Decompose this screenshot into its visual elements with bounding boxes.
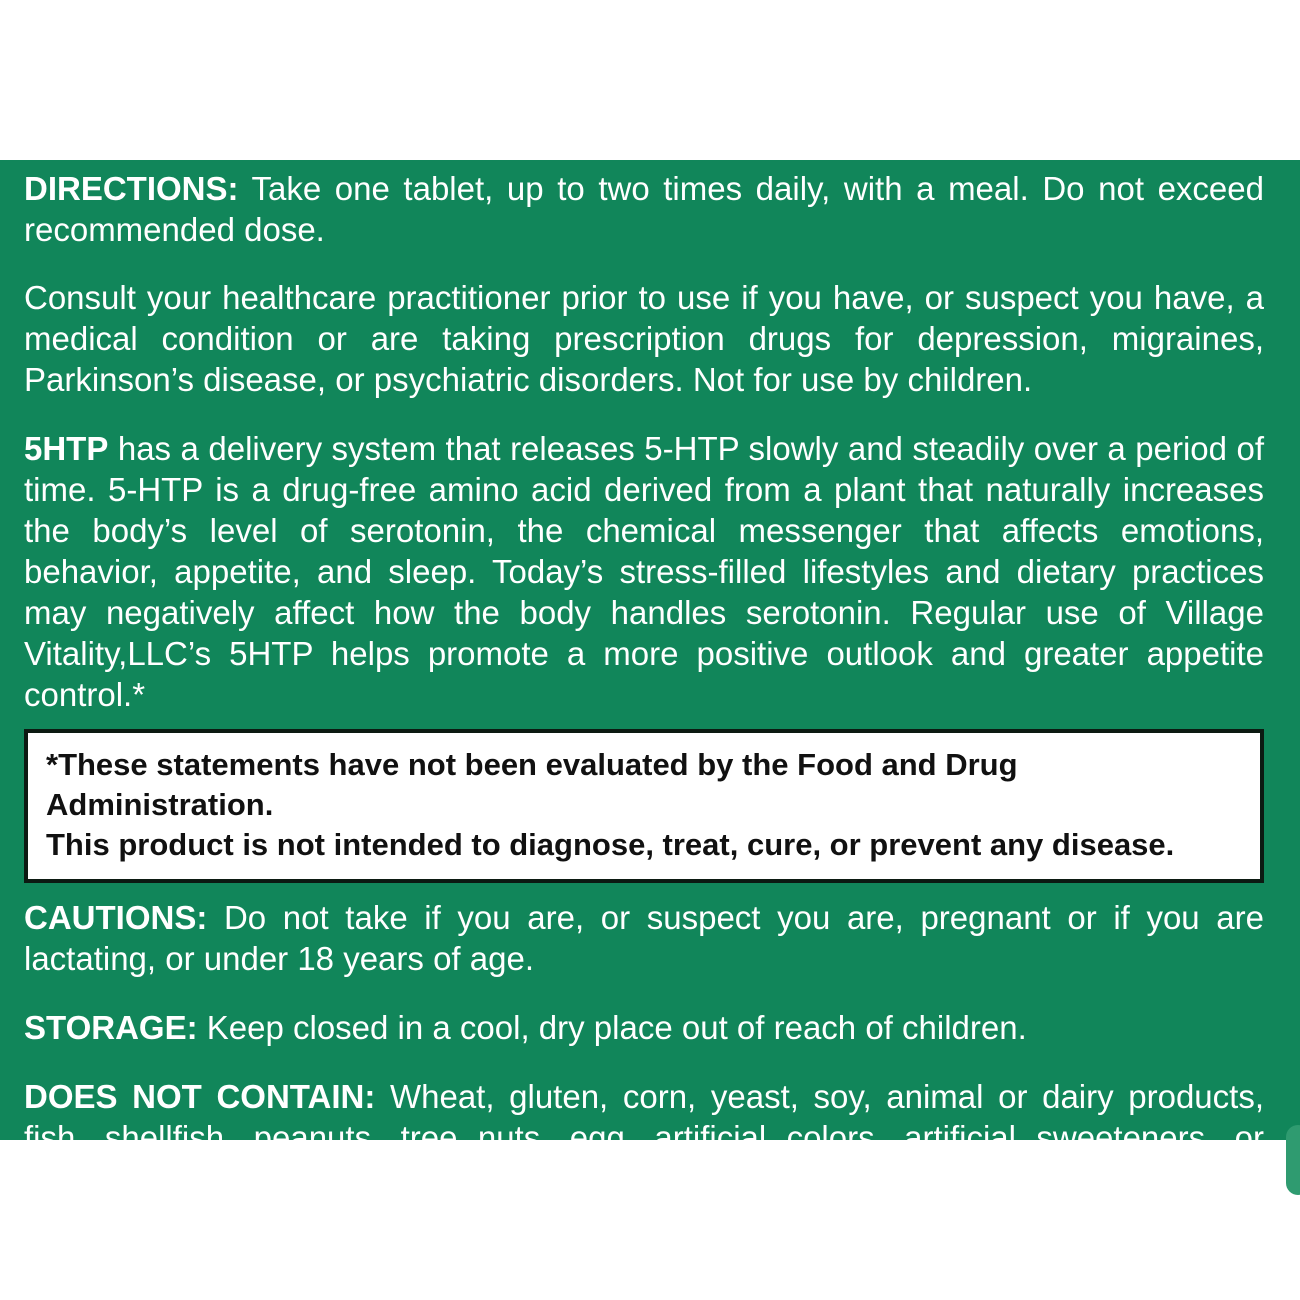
cautions-heading: CAUTIONS:	[24, 899, 208, 936]
supplement-label-panel	[0, 160, 1300, 1197]
product-description-paragraph	[24, 428, 1264, 715]
edge-decoration	[1286, 1125, 1300, 1195]
does-not-contain-paragraph	[24, 1076, 1264, 1199]
product-name: 5HTP	[24, 430, 109, 467]
consult-text: Consult your healthcare practitioner prior to use if you have, or suspect you have, a medical condition or are taking prescription drugs for depression, migraines, Parkinson’s disease, or psychiatric disorders. Not for use by children.	[24, 279, 1264, 398]
product-description-text: has a delivery system that releases 5-HTP slowly and steadily over a period of time. 5-HTP is a drug-free amino acid derived from a plant that naturally increases the body’s level of serotonin, the chemical messenger that affects emotions, behavior, appetite, and sleep. Today’s stress-filled lifestyles and dietary practices may negatively affect how the body handles serotonin. Regular use of Village Vitality,LLC’s 5HTP helps promote a more positive outlook and greater appetite control.*	[24, 430, 1264, 713]
does-not-contain-text: Wheat, gluten, corn, yeast, soy, animal or dairy products, fish, shellfish, peanuts, tree nuts, egg, artificial colors, artificial sweeteners, or artificial preservatives.	[24, 1078, 1264, 1197]
directions-text: Take one tablet, up to two times daily, with a meal. Do not exceed recommended dose.	[24, 170, 1264, 248]
does-not-contain-heading: DOES NOT CONTAIN:	[24, 1078, 376, 1115]
cautions-text: Do not take if you are, or suspect you are, pregnant or if you are lactating, or under 18 years of age.	[24, 899, 1264, 977]
cautions-paragraph	[24, 897, 1264, 979]
fda-disclaimer-line-2: This product is not intended to diagnose, treat, cure, or prevent any disease.	[46, 827, 1175, 862]
directions-paragraph	[24, 168, 1264, 250]
consult-paragraph	[24, 277, 1264, 400]
fda-disclaimer-line-1: *These statements have not been evaluated by the Food and Drug Administration.	[46, 747, 1018, 822]
storage-paragraph	[24, 1007, 1264, 1048]
storage-text: Keep closed in a cool, dry place out of reach of children.	[206, 1009, 1027, 1046]
fda-disclaimer-box	[24, 729, 1264, 883]
storage-heading: STORAGE:	[24, 1009, 198, 1046]
directions-heading: DIRECTIONS:	[24, 170, 239, 207]
